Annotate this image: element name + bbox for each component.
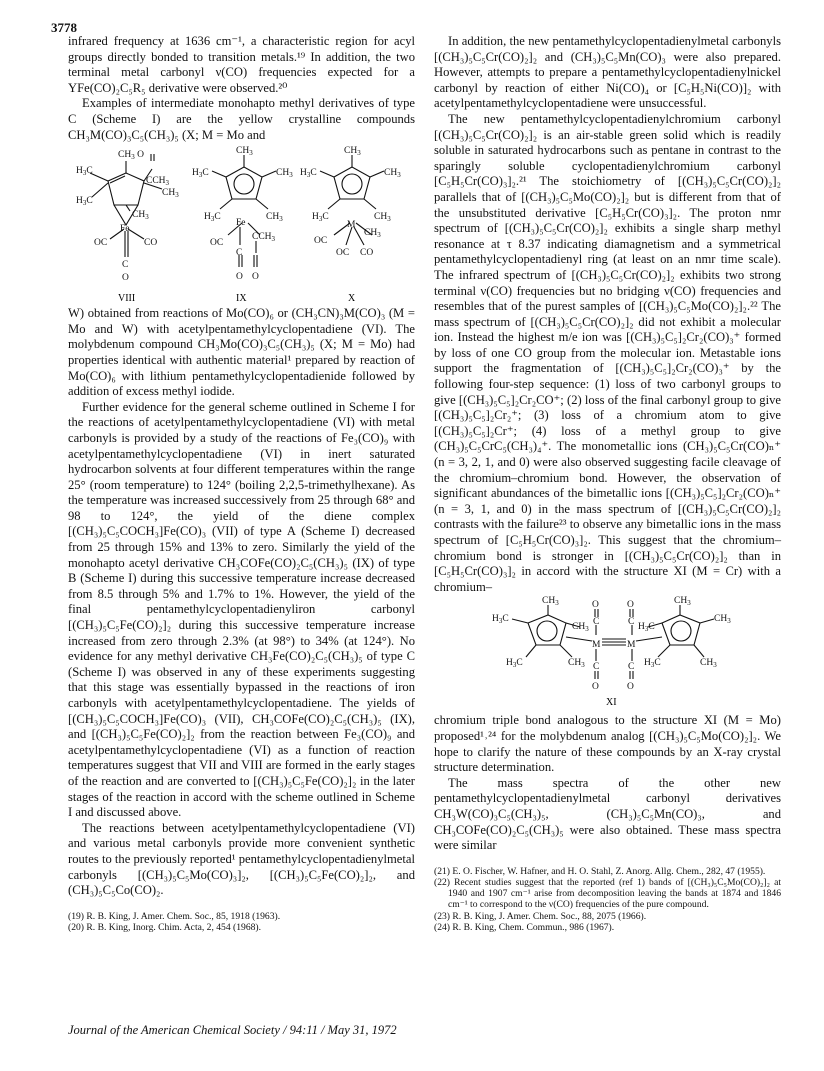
svg-text:O: O — [627, 682, 634, 693]
svg-text:CO: CO — [360, 248, 374, 259]
svg-text:M: M — [627, 640, 636, 651]
svg-text:H3C: $H_3C$ — [506, 658, 523, 670]
structure-xi-diagram — [434, 595, 781, 713]
svg-text:H3C: $H_3C$ — [644, 658, 661, 670]
right-paragraph-3: chromium triple bond analogous to the structure XI (M = Mo) proposed¹˒²⁴ for the molybdenum analog [(CH₃)₅C₅Mo(CO)₂]₂. We hope to clarify the nature of these compounds by an X-ray crystal structure determination. — [434, 713, 781, 775]
left-paragraph-2: Examples of intermediate monohapto methyl derivatives of type C (Scheme I) are the yellow crystalline compounds CH₃M(CO)₃C₅(CH₃)₅ (X; M = Mo and — [68, 96, 415, 142]
svg-text:H3C: $H_3C$ — [76, 196, 93, 208]
reference-21: (21) E. O. Fischer, W. Hafner, and H. O. Stahl, Z. Anorg. Allg. Chem., 282, 47 (1955). — [434, 865, 766, 877]
svg-text:H3C: $H_3C$ — [300, 168, 317, 180]
svg-text:OC: OC — [94, 238, 108, 249]
svg-text:CH3: $CH_3$ — [674, 596, 691, 608]
svg-text:H3C: $H_3C$ — [204, 212, 221, 224]
structures-diagram — [68, 143, 415, 306]
svg-text:CH3: $CH_3$ — [364, 228, 381, 240]
svg-text:H3C: $H_3C$ — [638, 622, 655, 634]
svg-text:O: O — [592, 600, 599, 611]
left-paragraph-1: infrared frequency at 1636 cm⁻¹, a characteristic region for acyl groups directly bonded to transition metals.¹⁹ In addition, the two terminal metal carbonyl ν(CO) frequencies expected for a YFe(CO)₂C₅R₅ derivative were observed.²⁰ — [68, 34, 415, 95]
reference-19: (19) R. B. King, J. Amer. Chem. Soc., 85, 1918 (1963). — [68, 910, 281, 922]
svg-text:CCH3: $CCH_3$ — [146, 176, 170, 188]
svg-text:CH3: $CH_3$ — [568, 658, 585, 670]
left-references — [68, 911, 415, 933]
right-references — [434, 866, 781, 933]
right-column — [434, 34, 781, 933]
svg-text:H3C: $H_3C$ — [192, 168, 209, 180]
structures-figure-viii-ix-x — [68, 143, 415, 306]
svg-text:CH3: $CH_3$ — [236, 146, 253, 158]
svg-text:OC: OC — [314, 236, 328, 247]
figure-label-ix: IX — [236, 293, 247, 305]
svg-text:H3C: $H_3C$ — [312, 212, 329, 224]
svg-text:C: C — [593, 662, 600, 673]
svg-text:CH3 O: $CH_3$ O — [118, 150, 144, 162]
svg-text:O: O — [252, 272, 259, 283]
svg-text:CH3: $CH_3$ — [714, 614, 731, 626]
svg-text:CH3: $CH_3$ — [132, 210, 149, 222]
left-column — [68, 34, 415, 933]
svg-text:CH3: $CH_3$ — [384, 168, 401, 180]
svg-text:Fe: Fe — [120, 224, 130, 235]
reference-24: (24) R. B. King, Chem. Commun., 986 (1967). — [434, 921, 615, 933]
svg-text:O: O — [627, 600, 634, 611]
svg-text:C: C — [593, 617, 600, 628]
reference-20: (20) R. B. King, Inorg. Chim. Acta, 2, 454 (1968). — [68, 921, 262, 933]
svg-text:CH3: $CH_3$ — [276, 168, 293, 180]
svg-text:M: M — [347, 220, 356, 231]
svg-text:Fe: Fe — [236, 218, 246, 229]
svg-text:CCH3: $CCH_3$ — [252, 232, 276, 244]
svg-text:C: C — [236, 248, 243, 259]
svg-text:C: C — [122, 260, 129, 271]
svg-text:C: C — [628, 617, 635, 628]
figure-label-viii: VIII — [118, 293, 136, 305]
figure-label-xi: XI — [606, 697, 617, 709]
svg-text:CH3: $CH_3$ — [344, 146, 361, 158]
page-number: 3778 — [51, 20, 77, 35]
svg-text:O: O — [592, 682, 599, 693]
journal-footer: Journal of the American Chemical Society / 94:11 / May 31, 1972 — [68, 1023, 397, 1037]
reference-22: (22) Recent studies suggest that the reported (ref 1) bands of [(CH₃)₅C₅Mo(CO)₂]₂ at 1940 and 1907 cm⁻¹ arise from decomposition leaving the bands at 1874 and 1846 cm⁻¹ to correspond to the ν(CO) frequencies of the pure compound. — [434, 876, 781, 911]
svg-text:CH3: $CH_3$ — [700, 658, 717, 670]
svg-text:C: C — [628, 662, 635, 673]
svg-text:CH3: $CH_3$ — [162, 188, 179, 200]
svg-text:O: O — [122, 273, 129, 284]
svg-text:OC: OC — [210, 238, 224, 249]
svg-text:H3C: $H_3C$ — [492, 614, 509, 626]
right-paragraph-2: The new pentamethylcyclopentadienylchromium carbonyl [(CH₃)₅C₅Cr(CO)₂]₂ is an air-stable green solid which is readily soluble in saturated hydrocarbons such as pentane in contrast to the sparingly soluble cyclopentadienylchromium carbonyl [C₅H₅Cr(CO)₃]₂.²¹ The stoichiometry of [(CH₃)₅C₅Cr(CO)₂]₂ parallels that of [(CH₃)₅C₅Mo(CO)₂]₂ but is different from that of the unsubstituted derivative [C₅H₅Cr(CO)₃]₂. The proton nmr spectrum of [(CH₃)₅C₅Cr(CO)₂]₂ exhibits a single sharp methyl resonance at τ 8.37 indicating diamagnetism and a symmetrical pentamethylcyclopentadienyl ring (at least on an nmr time scale). The infrared spectrum of [(CH₃)₅C₅Cr(CO)₂]₂ exhibits two strong terminal ν(CO) frequencies but no bridging ν(CO) frequencies and resembles that of the purest samples of [(CH₃)₅C₅Mo(CO)₂]₂.²² The mass spectrum of [(CH₃)₅C₅Cr(CO)₂]₂ did not exhibit a molecular ion. Instead the highest m/e ion was [(CH₃)₅C₅]₂Cr₂(CO)₃⁺ formed by loss of one CO group from the molecular ion. Metastable ions support the fragmentation of [(CH₃)₅C₅]₂Cr₂(CO)₃⁺ by the following four-step sequence: (1) loss of two carbonyl groups to give [(CH₃)₅C₅]₂Cr₂CO⁺; (2) loss of the final carbonyl group to give [(CH₃)₅C₅]₂Cr₂⁺; (3) loss of a chromium atom to give [(CH₃)₅C₅]₂Cr⁺; (4) loss of a methyl group to give (CH₃)₅C₅CrC₅(CH₃)₄⁺. The monometallic ions (CH₃)₅C₅Cr(CO)ₙ⁺ (n = 3, 2, 1, and 0) were also observed suggesting facile cleavage of the chromium–chromium bond. However, the observation of significant abundances of the bimetallic ions [(CH₃)₅C₅]₂Cr₂(CO)ₙ⁺ (n = 3, 1, and 0) in the mass spectrum of [(CH₃)₅C₅Cr(CO)₂]₂ contrasts with the failure²³ to observe any bimetallic ions in the mass spectrum of [C₅H₅Cr(CO)₃]₂. This suggest that the chromium–chromium bond is stronger in [(CH₃)₅C₅Cr(CO)₂]₂ than in [C₅H₅Cr(CO)₃]₂ in accord with the structure XI (M = Cr) with a chromium– — [434, 111, 781, 594]
reference-23: (23) R. B. King, J. Amer. Chem. Soc., 88, 2075 (1966). — [434, 910, 647, 922]
figure-label-x: X — [348, 293, 356, 305]
left-paragraph-4: Further evidence for the general scheme outlined in Scheme I for the reactions of acetylpentamethylcyclopentadiene (VI) with metal carbonyls is provided by a study of the reactions of Fe₃(CO)₉ with acetylpentamethylcyclopentadiene (VI) in inert saturated hydrocarbon solvents at four different temperatures within the range 25° (room temperature) to 124° (boiling 2,2,5-trimethylhexane). As the temperature was increased successively from 25 through 68° and 98 to 124°, the yield of the diene complex [(CH₃)₅C₅COCH₃]Fe(CO)₃ (VII) of type A (Scheme I) decreased from 25 through 15% and 13% to zero. Similarly the yield of the monohapto acetyl derivative CH₃COFe(CO)₂C₅(CH₃)₅ (IX) of type B (Scheme I) during this successive temperature increase decreased from 8.5 through 5% and 1.7% to 1%. However, the yield of the final pentamethylcyclopentadienyliron carbonyl [(CH₃)₅C₅Fe(CO)₂]₂ during this successive temperature increase increased from zero through 2.3% (at 98°) to 34% (at 124°). No evidence for any methyl derivative CH₃Fe(CO)₂C₅(CH₃)₅ of type C (Scheme I) was observed in any of these experiments suggesting that this stage was essentially bypassed in the reactions of iron carbonyls with acetylpentamethylcyclopentadiene. The yields of [(CH₃)₅C₅COCH₃]Fe(CO)₃ (VII), CH₃COFe(CO)₂C₅(CH₃)₅ (IX), and [(CH₃)₅C₅Fe(CO)₂]₂ from the reaction between Fe₃(CO)₉ and acetylpentamethylcyclopentadiene (VI) as a function of reaction temperatures suggest that VII and VIII are formed in the early stages of the reaction and are converted to [(CH₃)₅C₅Fe(CO)₂]₂ in the later stages of the reaction in accord with the scheme outlined in Scheme I and discussed above. — [68, 399, 415, 820]
svg-text:CH3: $CH_3$ — [266, 212, 283, 224]
svg-text:H3C: $H_3C$ — [76, 166, 93, 178]
right-paragraph-1: In addition, the new pentamethylcyclopentadienylmetal carbonyls [(CH₃)₅C₅Cr(CO)₂]₂ and (CH₃)₅C₅Mn(CO)₃ were also prepared. However, attempts to prepare a pentamethylcyclopentadienylnickel carbonyl by reaction of either Ni(CO)₄ or [C₅H₅Ni(CO)]₂ with acetylpentamethylcyclopentadiene were unsuccessful. — [434, 34, 781, 111]
left-paragraph-5: The reactions between acetylpentamethylcyclopentadiene (VI) and various metal carbonyls provide more convenient synthetic routes to the previously reported¹ pentamethylcyclopentadienylmetal carbonyls [(CH₃)₅C₅Mo(CO)₃]₂, [(CH₃)₅C₅Fe(CO)₂]₂, and (CH₃)₅C₅Co(CO)₂. — [68, 820, 415, 898]
svg-text:OC: OC — [336, 248, 350, 259]
svg-text:CH3: $CH_3$ — [542, 596, 559, 608]
structure-figure-xi — [434, 595, 781, 713]
left-paragraph-3: W) obtained from reactions of Mo(CO)₆ or (CH₃CN)₃M(CO)₃ (M = Mo and W) with acetylpentamethylcyclopentadiene (VI). The molybdenum compound CH₃Mo(CO)₃C₅(CH₃)₅ (X; M = Mo) had properties identical with authentic material¹ prepared by reaction of Mo(CO)₆ with lithium pentamethylcyclopentadienide followed by addition of excess methyl iodide. — [68, 306, 415, 399]
svg-text:CH3: $CH_3$ — [374, 212, 391, 224]
svg-text:CH3: $CH_3$ — [572, 622, 589, 634]
svg-text:O: O — [236, 272, 243, 283]
right-paragraph-4: The mass spectra of the other new pentamethylcyclopentadienylmetal carbonyl derivatives CH₃W(CO)₃C₅(CH₃)₅, (CH₃)₅C₅Mn(CO)₃, and CH₃COFe(CO)₂C₅(CH₃)₅ were also obtained. These mass spectra were similar — [434, 775, 781, 853]
svg-text:M: M — [592, 640, 601, 651]
svg-text:CO: CO — [144, 238, 158, 249]
